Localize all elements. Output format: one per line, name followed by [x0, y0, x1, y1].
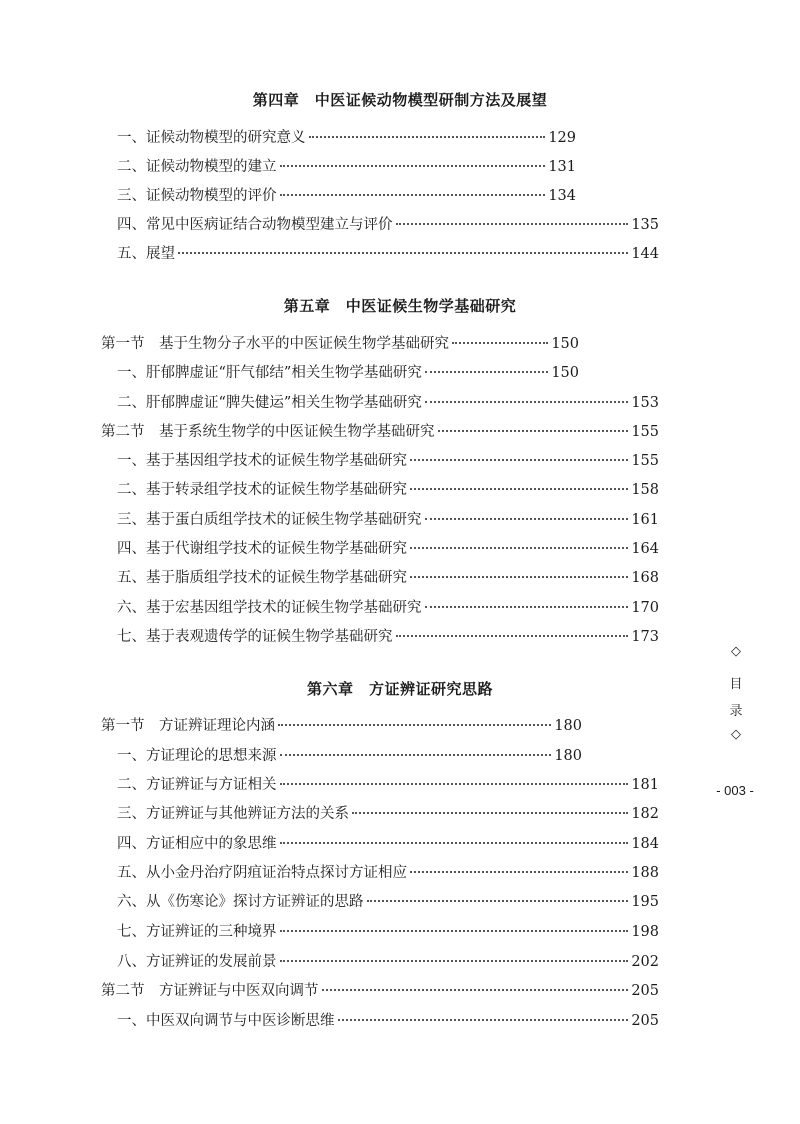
page-number: - 003 -	[716, 783, 754, 798]
toc-entry[interactable]	[117, 567, 659, 589]
toc-entry-title: 七、基于表观遗传学的证候生物学基础研究	[117, 629, 393, 645]
dot-leader	[410, 576, 628, 578]
toc-entry-page: 180	[554, 718, 582, 734]
toc-entry[interactable]	[117, 243, 659, 265]
toc-entry-page: 184	[631, 836, 659, 852]
toc-entry[interactable]	[117, 921, 659, 943]
toc-entry-page: 150	[551, 365, 579, 381]
toc-entry[interactable]	[117, 951, 659, 973]
toc-entry-page: 195	[631, 894, 659, 910]
dot-leader	[338, 1019, 629, 1021]
toc-entry[interactable]	[117, 156, 576, 178]
dot-leader	[396, 635, 629, 637]
toc-entry-title: 一、基于基因组学技术的证候生物学基础研究	[117, 453, 407, 469]
toc-entry-page: 168	[631, 570, 659, 586]
toc-entry[interactable]	[117, 538, 659, 560]
toc-entry-page: 131	[548, 159, 576, 175]
toc-entry-title: 二、肝郁脾虚证“脾失健运”相关生物学基础研究	[117, 395, 422, 411]
toc-entry-page: 164	[631, 541, 659, 557]
toc-entry-title: 四、基于代谢组学技术的证候生物学基础研究	[117, 541, 407, 557]
dot-leader	[280, 754, 552, 756]
toc-entry-title: 六、从《伤寒论》探讨方证辨证的思路	[117, 894, 364, 910]
toc-entry[interactable]	[117, 833, 659, 855]
toc-entry-title: 第二节 方证辨证与中医双向调节	[101, 983, 319, 999]
diamond-icon: ◇	[731, 727, 741, 742]
toc-entry[interactable]	[117, 450, 659, 472]
diamond-icon: ◇	[731, 644, 741, 659]
toc-entry-title: 二、方证辨证与方证相关	[117, 777, 277, 793]
toc-entry-page: 205	[631, 983, 659, 999]
toc-entry-page: 134	[548, 188, 576, 204]
dot-leader	[280, 960, 629, 962]
dot-leader	[309, 136, 546, 138]
toc-entry[interactable]	[117, 214, 659, 236]
toc-entry-page: 180	[554, 748, 582, 764]
toc-entry-title: 三、基于蛋白质组学技术的证候生物学基础研究	[117, 512, 422, 528]
toc-entry-title: 一、证候动物模型的研究意义	[117, 130, 306, 146]
dot-leader	[438, 430, 629, 432]
toc-entry-title: 三、方证辨证与其他辨证方法的关系	[117, 806, 349, 822]
toc-entry-title: 三、证候动物模型的评价	[117, 188, 277, 204]
toc-entry-title: 第二节 基于系统生物学的中医证候生物学基础研究	[101, 424, 435, 440]
dot-leader	[425, 606, 629, 608]
toc-section[interactable]	[101, 980, 659, 1002]
toc-entry-page: 155	[631, 424, 659, 440]
toc-entry-page: 158	[631, 482, 659, 498]
toc-entry[interactable]	[117, 597, 659, 619]
toc-entry-title: 二、证候动物模型的建立	[117, 159, 277, 175]
toc-entry-page: 188	[631, 865, 659, 881]
toc-entry-page: 150	[551, 336, 579, 352]
dot-leader	[410, 459, 628, 461]
dot-leader	[410, 871, 628, 873]
sidebar-char-lu: 录	[729, 704, 743, 719]
dot-leader	[178, 252, 628, 254]
toc-entry-title: 八、方证辨证的发展前景	[117, 954, 277, 970]
toc-entry-title: 四、方证相应中的象思维	[117, 836, 277, 852]
dot-leader	[352, 812, 628, 814]
toc-entry-page: 205	[631, 1013, 659, 1029]
toc-entry[interactable]	[117, 774, 659, 796]
toc-entry[interactable]	[117, 891, 659, 913]
toc-entry-title: 二、基于转录组学技术的证候生物学基础研究	[117, 482, 407, 498]
chapter-5-title: 第五章 中医证候生物学基础研究	[283, 297, 517, 315]
toc-entry-page: 153	[631, 395, 659, 411]
dot-leader	[396, 223, 629, 225]
toc-entry-title: 五、展望	[117, 246, 175, 262]
toc-entry[interactable]	[117, 1010, 659, 1032]
toc-entry-page: 170	[631, 600, 659, 616]
toc-entry[interactable]	[117, 745, 582, 767]
toc-section[interactable]	[101, 715, 582, 737]
toc-entry-title: 五、基于脂质组学技术的证候生物学基础研究	[117, 570, 407, 586]
toc-entry-title: 一、方证理论的思想来源	[117, 748, 277, 764]
toc-entry-title: 一、肝郁脾虚证“肝气郁结”相关生物学基础研究	[117, 365, 422, 381]
dot-leader	[367, 900, 629, 902]
sidebar-char-mu: 目	[729, 677, 743, 692]
toc-entry-title: 一、中医双向调节与中医诊断思维	[117, 1013, 335, 1029]
toc-entry[interactable]	[117, 479, 659, 501]
dot-leader	[280, 194, 546, 196]
chapter-6-title: 第六章 方证辨证研究思路	[306, 680, 493, 698]
dot-leader	[280, 165, 546, 167]
toc-entry-page: 144	[631, 246, 659, 262]
dot-leader	[322, 989, 629, 991]
toc-entry-title: 五、从小金丹治疗阴疽证治特点探讨方证相应	[117, 865, 407, 881]
toc-entry[interactable]	[117, 185, 576, 207]
toc-entry[interactable]	[117, 626, 659, 648]
toc-entry-page: 135	[631, 217, 659, 233]
toc-entry[interactable]	[117, 127, 576, 149]
dot-leader	[425, 401, 628, 403]
dot-leader	[425, 371, 548, 373]
toc-entry-title: 四、常见中医病证结合动物模型建立与评价	[117, 217, 393, 233]
dot-leader	[280, 783, 629, 785]
chapter-4-title: 第四章 中医证候动物模型研制方法及展望	[252, 91, 548, 109]
toc-entry-title: 第一节 基于生物分子水平的中医证候生物学基础研究	[101, 336, 449, 352]
toc-entry-page: 155	[631, 453, 659, 469]
toc-entry-title: 六、基于宏基因组学技术的证候生物学基础研究	[117, 600, 422, 616]
dot-leader	[280, 842, 629, 844]
dot-leader	[452, 342, 548, 344]
toc-entry-title: 七、方证辨证的三种境界	[117, 924, 277, 940]
dot-leader	[425, 518, 629, 520]
toc-entry-page: 182	[631, 806, 659, 822]
dot-leader	[410, 547, 628, 549]
toc-entry-title: 第一节 方证辨证理论内涵	[101, 718, 275, 734]
toc-entry-page: 202	[631, 954, 659, 970]
dot-leader	[278, 724, 551, 726]
dot-leader	[410, 488, 628, 490]
toc-entry[interactable]	[117, 362, 579, 384]
toc-entry-page: 173	[631, 629, 659, 645]
toc-entry[interactable]	[117, 862, 659, 884]
toc-entry[interactable]	[117, 803, 659, 825]
toc-entry-page: 129	[548, 130, 576, 146]
toc-section[interactable]	[101, 421, 659, 443]
toc-section[interactable]	[101, 333, 579, 355]
toc-entry[interactable]	[117, 509, 659, 531]
toc-entry-page: 198	[631, 924, 659, 940]
toc-entry[interactable]	[117, 392, 659, 414]
toc-entry-page: 181	[631, 777, 659, 793]
toc-entry-page: 161	[631, 512, 659, 528]
dot-leader	[280, 930, 629, 932]
